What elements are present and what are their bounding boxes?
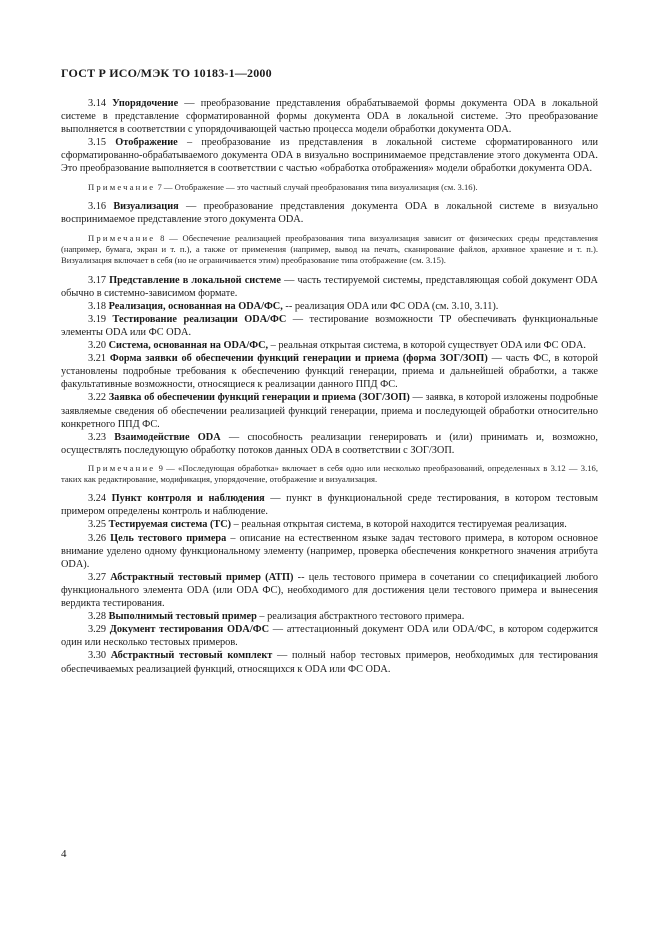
- clause-number: 3.22: [88, 392, 107, 404]
- definition-text: — заявка, в которой изложены подробные заявляемые сведения об обеспечении реализацией функций генерации, приема и последующей обработки относительно конкретного ППД ФС.: [61, 392, 598, 430]
- clause-number: 3.30: [88, 650, 107, 662]
- term: Представление в локальной системе: [109, 274, 281, 286]
- note-label: Примечание: [88, 181, 156, 192]
- definition-text: -- цель тестового примера в сочетании со спецификацией любого функционального элемента ODA (или ODA ФС), необходимого для достижения цели тестового примера и вынесения вердикта тестирования.: [61, 571, 598, 610]
- definition-3-28: [61, 610, 598, 623]
- definition-3-22: [61, 391, 598, 430]
- clause-number: 3.19: [88, 313, 107, 325]
- definition-text: — часть тестируемой системы, представляющая собой документ ODA обычно в системно-зависимом формате.: [61, 274, 598, 299]
- definition-3-27: [61, 571, 598, 610]
- definition-3-21: [61, 352, 598, 391]
- term: Заявка об обеспечении функций генерации и приема (ЗОГ/ЗОП): [108, 392, 410, 404]
- clause-number: 3.26: [88, 532, 107, 544]
- clause-number: 3.25: [88, 519, 107, 531]
- term: Пункт контроля и наблюдения: [111, 493, 265, 505]
- term: Форма заявки об обеспечении функций генерации и приема (форма ЗОГ/ЗОП): [109, 353, 488, 365]
- note-text: 8 — Обеспечение реализацией преобразования типа визуализация зависит от физических среды представления (например, бумага, экран и т. п.), а также от применения (например, вывод на печать, сканирование файлов, архивное хранение и т. п.). Визуализация включает в себя (но не ограничивается этим) преобразование типа отображение (см. 3.15).: [61, 232, 598, 266]
- definition-text: — преобразование представления обрабатываемой формы документа ODA в локальной системе в представление сформатированной формы документа ODA в локальной системе. Это преобразование выполняется в соответствии с упорядочивающей частью процесса модели обработки документа ODA.: [61, 98, 599, 136]
- note-9: [61, 463, 598, 485]
- term: Тестирование реализации ODA/ФС: [112, 313, 287, 325]
- clause-number: 3.23: [88, 431, 107, 443]
- definition-3-23: [61, 431, 598, 457]
- term: Отображение: [115, 137, 178, 149]
- note-7: [61, 182, 598, 193]
- note-text: 9 — «Последующая обработка» включает в себя одно или несколько преобразований, определенных в 3.12 — 3.16, таких как редактирование, модификация, упорядочение, отображение и визуализация.: [61, 462, 598, 485]
- definition-text: — часть ФС, в которой установлены подробные требования к обеспечению функций генерации, приема и дальнейшей обработки, а также факультативные возможности, относящиеся к реализации данного ППД ФС.: [61, 353, 598, 391]
- term: Документ тестирования ODA/ФС: [109, 624, 270, 636]
- definition-3-20: [61, 339, 598, 352]
- definition-3-16: [61, 200, 598, 226]
- term: Взаимодействие ODA: [114, 431, 221, 443]
- note-8: [61, 233, 598, 267]
- term: Система, основанная на ODA/ФС,: [108, 340, 269, 352]
- definition-3-25: [61, 518, 598, 531]
- clause-number: 3.24: [88, 493, 107, 505]
- clause-number: 3.21: [88, 353, 107, 365]
- definition-3-19: [61, 313, 598, 339]
- definition-3-17: [61, 274, 598, 300]
- definition-text: – реальная открытая система, в которой находится тестируемая реализация.: [231, 519, 567, 531]
- term: Абстрактный тестовый пример (АТП): [110, 571, 294, 583]
- term: Выполнимый тестовый пример: [108, 611, 257, 623]
- definition-text: – реальная открытая система, в которой существует ODA или ФС ODA.: [268, 340, 586, 352]
- term: Упорядочение: [112, 98, 179, 109]
- clause-number: 3.29: [88, 624, 107, 636]
- definition-3-18: [61, 300, 598, 313]
- definition-text: -- реализация ODA или ФС ODA (см. 3.10, 3.11).: [282, 300, 499, 312]
- definition-3-24: [61, 492, 598, 518]
- term: Реализация, основанная на ODA/ФС,: [108, 300, 283, 312]
- definition-text: — тестирование возможности ТР обеспечивать функциональные элементы ODA или ФС ODA.: [61, 313, 598, 338]
- clause-number: 3.15: [88, 137, 107, 149]
- page-header: ГОСТ Р ИСО/МЭК ТО 10183-1—2000: [61, 66, 272, 80]
- term: Визуализация: [113, 200, 179, 212]
- definition-3-26: [61, 532, 598, 571]
- definition-3-15: [61, 136, 598, 175]
- definition-3-14: [61, 97, 598, 136]
- clause-number: 3.16: [88, 200, 107, 212]
- definition-text: — полный набор тестовых примеров, необходимых для тестирования обеспечиваемых реализацией функций, относящихся к ODA или ФС ODA.: [61, 650, 599, 675]
- term: Абстрактный тестовый комплект: [110, 650, 273, 662]
- term: Тестируемая система (ТС): [108, 519, 232, 531]
- clause-number: 3.28: [88, 611, 107, 623]
- clause-number: 3.20: [88, 340, 107, 352]
- definition-text: — преобразование представления документа ODA в локальной системе в визуально воспринимаемое представление этого документа ODA.: [61, 200, 598, 225]
- note-label: Примечание: [88, 462, 156, 473]
- definition-text: — способность реализации генерировать и (или) принимать и, возможно, осуществлять последующую обработку потоков данных ODA в соответствии с ЗОГ/ЗОП.: [61, 431, 598, 456]
- definition-text: – описание на естественном языке задач тестового примера, в котором основное внимание уделено одному функциональному элементу (например, проверка обеспечения конкретного значения атрибута ODA).: [61, 532, 598, 570]
- clause-number: 3.14: [88, 98, 107, 109]
- term: Цель тестового примера: [110, 532, 227, 544]
- definition-text: — аттестационный документ ODA или ODA/ФС, в котором содержится один или несколько тестовых примеров.: [61, 624, 599, 649]
- note-label: Примечание: [88, 232, 156, 243]
- definition-3-29: [61, 623, 598, 649]
- definition-text: – реализация абстрактного тестового примера.: [256, 611, 465, 623]
- page-number: 4: [61, 848, 67, 860]
- clause-number: 3.18: [88, 300, 107, 312]
- definition-text: — пункт в функциональной среде тестирования, в котором тестовым примером определены контроль и наблюдение.: [61, 493, 598, 518]
- clause-number: 3.27: [88, 571, 107, 583]
- document-body: [61, 97, 598, 676]
- clause-number: 3.17: [88, 274, 107, 286]
- note-text: 7 — Отображение — это частный случай преобразования типа визуализация (см. 3.16).: [155, 181, 478, 192]
- definition-text: – преобразование из представления в локальной системе сформатированного или сформатированно-обрабатываемого документа ODA в визуально воспринимаемое представление этого документа ODA. Это преобразование выполняется в соответствии с частью «обработка отображения» модели обработки документа ODA.: [61, 137, 598, 175]
- definition-3-30: [61, 649, 598, 675]
